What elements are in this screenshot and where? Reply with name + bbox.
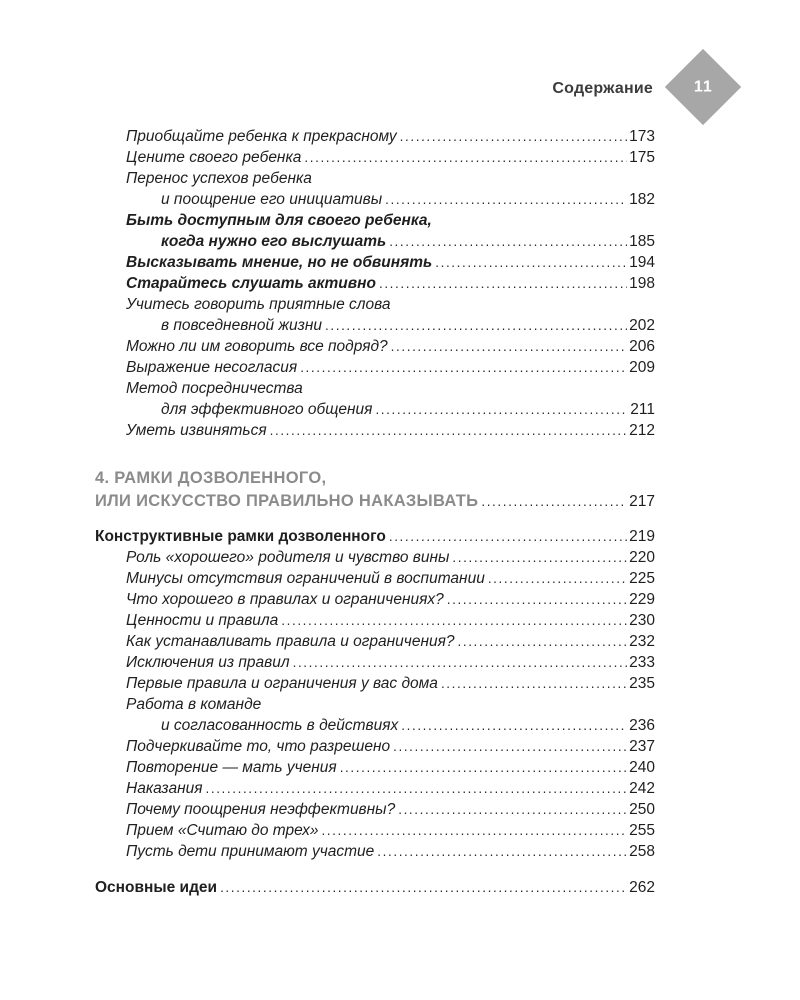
toc-entry-title: в повседневной жизни xyxy=(161,317,323,334)
toc-entry-title: Роль «хорошего» родителя и чувство вины xyxy=(126,549,450,566)
toc-entry-title: Конструктивные рамки дозволенного xyxy=(95,528,386,545)
toc-entry-line xyxy=(126,252,655,273)
toc-entry-title: Как устанавливать правила и ограничения? xyxy=(126,633,455,650)
toc-entry-page-number: 255 xyxy=(629,822,655,839)
toc-entry-page-number: 250 xyxy=(629,801,655,818)
page-header-title: Содержание xyxy=(552,80,653,97)
dot-leader xyxy=(377,841,627,862)
toc-entry-line xyxy=(126,778,655,799)
toc-entry xyxy=(95,631,655,652)
toc-entry xyxy=(95,820,655,841)
toc-entry xyxy=(95,126,655,147)
toc-entry-title: Основные идеи xyxy=(95,879,218,896)
toc-entry-line xyxy=(126,231,655,252)
dot-leader xyxy=(281,610,627,631)
dot-leader xyxy=(393,736,627,757)
dot-leader xyxy=(391,336,627,357)
toc-entry xyxy=(95,168,655,210)
dot-leader xyxy=(321,820,627,841)
dot-leader xyxy=(304,147,627,168)
toc-entry-title: Прием «Считаю до трех» xyxy=(126,822,319,839)
toc-entry-title: Учитесь говорить приятные слова xyxy=(126,296,391,313)
toc-entry xyxy=(95,799,655,820)
toc-entry-page-number: 194 xyxy=(629,254,655,271)
toc-entry-title: Подчеркивайте то, что разрешено xyxy=(126,738,391,755)
dot-leader xyxy=(481,490,627,513)
toc-entry-title: Высказывать мнение, но не обвинять xyxy=(126,254,433,271)
toc-entry-line xyxy=(126,841,655,862)
toc-entry-line xyxy=(126,799,655,820)
toc-entry xyxy=(95,757,655,778)
toc-entry-title: Выражение несогласия xyxy=(126,359,298,376)
toc-entry-page-number: 202 xyxy=(629,317,655,334)
toc-entry xyxy=(95,273,655,294)
toc-entry-page-number: 242 xyxy=(629,780,655,797)
dot-leader xyxy=(293,652,628,673)
toc-entry-title: и поощрение его инициативы xyxy=(161,191,383,208)
toc-entry-page-number: 220 xyxy=(629,549,655,566)
toc-entry-page-number: 240 xyxy=(629,759,655,776)
dot-leader xyxy=(398,799,627,820)
toc-entry-line xyxy=(126,147,655,168)
toc-entry-page-number: 236 xyxy=(629,717,655,734)
toc-entry-title: Наказания xyxy=(126,780,203,797)
toc-entry-title: когда нужно его выслушать xyxy=(161,233,387,250)
toc-entry-title: Повторение — мать учения xyxy=(126,759,337,776)
toc-entry-line xyxy=(126,736,655,757)
toc-entry-line xyxy=(126,610,655,631)
toc-entry-page-number: 232 xyxy=(629,633,655,650)
toc-entry-title: Почему поощрения неэффективны? xyxy=(126,801,396,818)
dot-leader xyxy=(379,273,627,294)
toc-entry-title: Ценности и правила xyxy=(126,612,279,629)
toc-entry-title: 4. РАМКИ ДОЗВОЛЕННОГО, xyxy=(95,469,327,487)
dot-leader xyxy=(206,778,628,799)
dot-leader xyxy=(488,568,627,589)
dot-leader xyxy=(401,715,627,736)
toc-entry-title: Что хорошего в правилах и ограничениях? xyxy=(126,591,444,608)
toc-entry-page-number: 182 xyxy=(629,191,655,208)
toc-entry xyxy=(95,694,655,736)
toc-entry-page-number: 209 xyxy=(629,359,655,376)
toc-entry-title: Перенос успехов ребенка xyxy=(126,170,312,187)
toc-entry xyxy=(95,736,655,757)
toc-entry-title: Минусы отсутствия ограничений в воспитании xyxy=(126,570,485,587)
dot-leader xyxy=(340,757,627,778)
toc-entry-page-number: 211 xyxy=(630,401,655,418)
page-number: 11 xyxy=(693,77,713,95)
toc-entry-page-number: 173 xyxy=(629,128,655,145)
toc-entry xyxy=(95,357,655,378)
toc-entry-title: Исключения из правил xyxy=(126,654,290,671)
toc-entry-title: для эффективного общения xyxy=(161,401,373,418)
toc-entry-page-number: 237 xyxy=(629,738,655,755)
toc-entry-line xyxy=(126,652,655,673)
toc-entry-line xyxy=(126,547,655,568)
toc-entry xyxy=(95,841,655,862)
toc-entry-page-number: 206 xyxy=(629,338,655,355)
dot-leader xyxy=(325,315,627,336)
toc-entry-line xyxy=(126,757,655,778)
toc-entry xyxy=(95,877,655,898)
toc-entry-title: Пусть дети принимают участие xyxy=(126,843,375,860)
toc-entry xyxy=(95,378,655,420)
toc-entry-line xyxy=(126,168,655,189)
dot-leader xyxy=(441,673,627,694)
toc-entry-line xyxy=(126,189,655,210)
toc-entry-title: Метод посредничества xyxy=(126,380,303,397)
toc-entry xyxy=(95,568,655,589)
toc-entry xyxy=(95,252,655,273)
page-number-diamond xyxy=(665,49,741,125)
toc-entry xyxy=(95,547,655,568)
toc-entry-page-number: 258 xyxy=(629,843,655,860)
toc-list xyxy=(95,126,655,898)
toc-entry-line xyxy=(126,399,655,420)
toc-entry xyxy=(95,336,655,357)
toc-entry-title: Старайтесь слушать активно xyxy=(126,275,376,292)
toc-entry-line xyxy=(95,877,655,898)
dot-leader xyxy=(389,526,627,547)
toc-entry-page-number: 235 xyxy=(629,675,655,692)
toc-entry-page-number: 219 xyxy=(629,528,655,545)
toc-entry-page-number: 212 xyxy=(629,422,655,439)
toc-entry xyxy=(95,589,655,610)
toc-entry xyxy=(95,210,655,252)
toc-entry-line xyxy=(95,490,655,513)
toc-entry xyxy=(95,526,655,547)
toc-entry-line xyxy=(126,694,655,715)
toc-entry-line xyxy=(126,210,655,231)
dot-leader xyxy=(300,357,627,378)
toc-entry-line xyxy=(126,589,655,610)
toc-entry-line xyxy=(95,526,655,547)
toc-entry-line xyxy=(126,126,655,147)
toc-entry-title: Цените своего ребенка xyxy=(126,149,302,166)
toc-entry-line xyxy=(126,420,655,441)
toc-entry-page-number: 230 xyxy=(629,612,655,629)
toc-entry-line xyxy=(126,357,655,378)
toc-entry-title: ИЛИ ИСКУССТВО ПРАВИЛЬНО НАКАЗЫВАТЬ xyxy=(95,492,479,510)
toc-entry-title: Уметь извиняться xyxy=(126,422,267,439)
toc-entry-line xyxy=(126,336,655,357)
toc-entry-line xyxy=(95,467,655,490)
toc-entry-line xyxy=(126,378,655,399)
toc-entry-page-number: 233 xyxy=(629,654,655,671)
toc-entry-page-number: 217 xyxy=(629,493,655,510)
toc-entry-line xyxy=(126,315,655,336)
toc-entry-line xyxy=(126,294,655,315)
dot-leader xyxy=(435,252,627,273)
toc-entry-title: Можно ли им говорить все подряд? xyxy=(126,338,388,355)
dot-leader xyxy=(447,589,627,610)
toc-entry-page-number: 175 xyxy=(629,149,655,166)
dot-leader xyxy=(385,189,627,210)
dot-leader xyxy=(400,126,627,147)
toc-entry-title: Быть доступным для своего ребенка, xyxy=(126,212,432,229)
toc-entry-line xyxy=(126,568,655,589)
dot-leader xyxy=(270,420,628,441)
toc-entry-line xyxy=(126,715,655,736)
toc-entry-page-number: 185 xyxy=(629,233,655,250)
toc-entry xyxy=(95,467,655,513)
toc-entry-page-number: 229 xyxy=(629,591,655,608)
toc-entry-page-number: 225 xyxy=(629,570,655,587)
dot-leader xyxy=(375,399,628,420)
dot-leader xyxy=(220,877,627,898)
toc-entry-title: и согласованность в действиях xyxy=(161,717,399,734)
toc-entry xyxy=(95,778,655,799)
toc-entry-page-number: 198 xyxy=(629,275,655,292)
toc-entry xyxy=(95,420,655,441)
toc-entry-page-number: 262 xyxy=(629,879,655,896)
toc-entry-line xyxy=(126,631,655,652)
dot-leader xyxy=(458,631,628,652)
dot-leader xyxy=(389,231,627,252)
toc-entry-line xyxy=(126,273,655,294)
dot-leader xyxy=(452,547,627,568)
toc-entry xyxy=(95,610,655,631)
toc-entry-title: Работа в команде xyxy=(126,696,262,713)
toc-entry-line xyxy=(126,820,655,841)
toc-entry-line xyxy=(126,673,655,694)
toc-entry-title: Первые правила и ограничения у вас дома xyxy=(126,675,438,692)
toc-entry xyxy=(95,294,655,336)
toc-entry xyxy=(95,652,655,673)
toc-entry xyxy=(95,673,655,694)
toc-entry xyxy=(95,147,655,168)
toc-entry-title: Приобщайте ребенка к прекрасному xyxy=(126,128,397,145)
